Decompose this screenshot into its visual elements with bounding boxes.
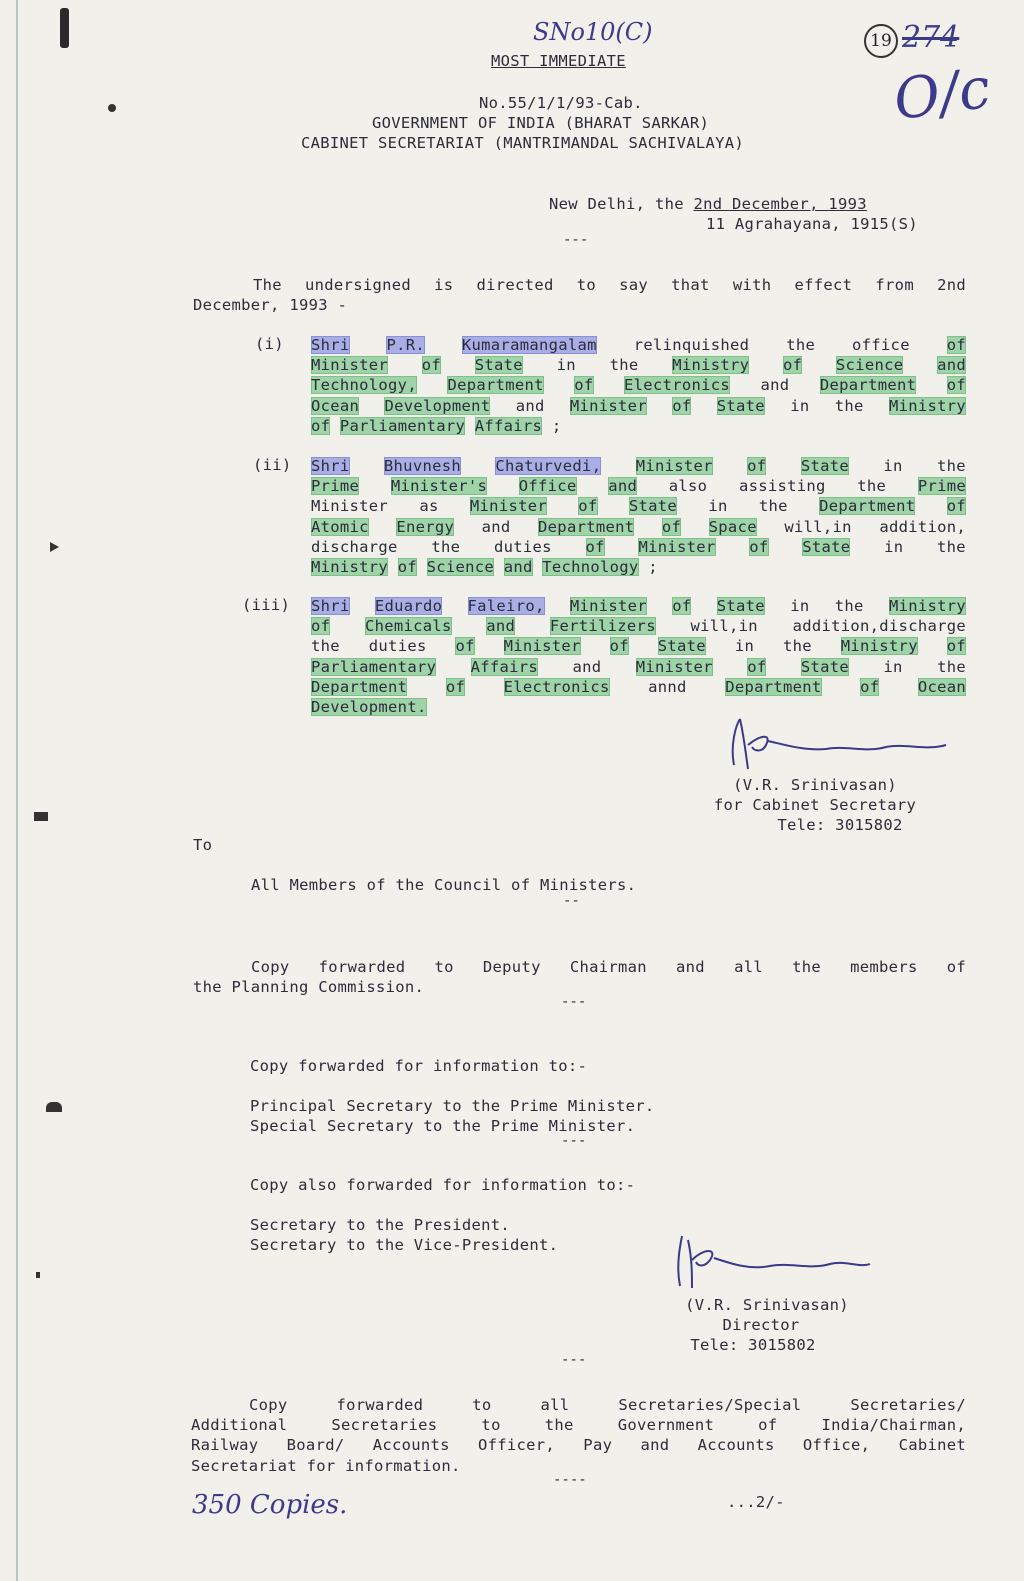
item-iii-text bbox=[311, 596, 966, 717]
highlighted-word: of bbox=[421, 356, 442, 375]
item-line bbox=[311, 616, 966, 636]
scan-mark bbox=[50, 542, 59, 552]
highlighted-word: Technology bbox=[542, 557, 639, 576]
highlighted-word: the bbox=[857, 477, 887, 496]
copy-secretaries bbox=[191, 1395, 966, 1476]
highlighted-word: the bbox=[758, 497, 788, 516]
highlighted-word: of bbox=[946, 336, 966, 354]
highlighted-word: Minister bbox=[503, 637, 581, 656]
department-heading: CABINET SECRETARIAT (MANTRIMANDAL SACHIVALAYA) bbox=[301, 134, 745, 152]
highlighted-word: of bbox=[311, 617, 331, 636]
highlighted-word: Office bbox=[518, 477, 577, 496]
highlighted-word: State bbox=[628, 497, 678, 516]
highlighted-word: relinquished bbox=[633, 336, 750, 354]
reference-number: No.55/1/1/93-Cab. bbox=[479, 94, 643, 112]
highlighted-word: State bbox=[474, 356, 523, 375]
to-label: To bbox=[193, 836, 213, 854]
highlighted-word: State bbox=[716, 396, 765, 415]
highlighted-word: also bbox=[668, 477, 708, 496]
highlighted-word: as bbox=[419, 497, 439, 516]
highlighted-word: ; bbox=[551, 416, 562, 435]
highlighted-word: addition,discharge bbox=[792, 617, 966, 636]
scan-mark bbox=[46, 1102, 62, 1112]
highlighted-word: of bbox=[946, 376, 966, 395]
scan-mark bbox=[108, 104, 116, 112]
highlighted-word: Department bbox=[447, 376, 544, 395]
highlighted-word: Parliamentary bbox=[339, 416, 466, 435]
highlighted-word: State bbox=[800, 657, 850, 676]
highlighted-word: Bhuvnesh bbox=[383, 457, 461, 475]
item-line bbox=[311, 416, 966, 436]
highlighted-word: the bbox=[937, 457, 966, 475]
highlighted-word: Space bbox=[708, 517, 757, 536]
highlighted-word: in bbox=[556, 356, 576, 375]
highlighted-word: will,in bbox=[784, 517, 852, 536]
highlighted-word: Eduardo bbox=[374, 597, 443, 615]
copy-line: Copy forwarded to all Secretaries/Special Secretaries/ bbox=[249, 1396, 966, 1414]
copy-line: Railway Board/ Accounts Officer, Pay and Accounts Office, Cabinet bbox=[191, 1436, 966, 1455]
highlighted-word: Ministry bbox=[672, 356, 750, 375]
highlighted-word: Parliamentary bbox=[311, 657, 437, 676]
item-line bbox=[311, 677, 966, 697]
highlighted-word: of bbox=[609, 637, 629, 656]
highlighted-word: in bbox=[734, 637, 755, 656]
separator: --- bbox=[561, 994, 587, 1010]
page-number-circled bbox=[864, 24, 898, 58]
copy-recipient: Secretary to the Vice-President. bbox=[250, 1236, 559, 1254]
separator: ---- bbox=[553, 1472, 587, 1488]
highlighted-word: the bbox=[609, 356, 639, 375]
highlighted-word: the bbox=[782, 637, 812, 656]
copy-heading: Copy also forwarded for information to:- bbox=[250, 1176, 636, 1194]
highlighted-word: of bbox=[860, 677, 880, 696]
highlighted-word: and bbox=[937, 356, 966, 375]
scan-mark bbox=[34, 812, 48, 821]
highlighted-word: Fertilizers bbox=[549, 617, 656, 636]
item-line bbox=[311, 636, 966, 656]
page-margin-line bbox=[16, 0, 18, 1581]
intro-line: The undersigned is directed to say that with effect from 2nd bbox=[253, 276, 966, 294]
highlighted-word: of bbox=[946, 637, 966, 656]
highlighted-word: Prime bbox=[311, 477, 360, 496]
item-line bbox=[311, 476, 966, 496]
highlighted-word: duties bbox=[494, 537, 552, 556]
highlighted-word: and bbox=[503, 557, 533, 576]
highlighted-word: assisting bbox=[738, 477, 826, 496]
highlighted-word: State bbox=[657, 637, 706, 656]
highlighted-word: Atomic bbox=[311, 517, 369, 536]
highlighted-word: and bbox=[572, 657, 602, 676]
issue-date: 2nd December, 1993 bbox=[693, 195, 867, 213]
highlighted-word: of bbox=[782, 356, 803, 375]
addressee-line: All Members of the Council of Ministers. bbox=[251, 876, 637, 894]
highlighted-word: discharge bbox=[311, 537, 398, 556]
highlighted-word: in bbox=[708, 497, 728, 516]
highlighted-word: State bbox=[716, 597, 765, 615]
highlighted-word: in bbox=[883, 657, 903, 676]
highlighted-word: and bbox=[760, 376, 790, 395]
highlighted-word: in bbox=[790, 597, 810, 615]
item-line bbox=[311, 657, 966, 677]
highlighted-word: and bbox=[608, 477, 638, 496]
page-number-value: 19 bbox=[870, 31, 892, 51]
item-marker: (i) bbox=[255, 335, 284, 353]
highlighted-word: Kumaramangalam bbox=[461, 336, 597, 354]
item-line bbox=[311, 557, 966, 577]
highlighted-word: Ministry bbox=[311, 557, 389, 576]
item-ii-text bbox=[311, 456, 966, 577]
highlighted-word: the bbox=[937, 657, 966, 676]
highlighted-word: of bbox=[455, 637, 475, 656]
highlighted-word: in bbox=[790, 396, 810, 415]
item-i-text bbox=[311, 335, 966, 436]
highlighted-word: Minister's bbox=[390, 477, 488, 496]
highlighted-word: will,in bbox=[690, 617, 758, 636]
highlighted-word: Electronics bbox=[624, 376, 730, 395]
item-line bbox=[311, 335, 966, 355]
highlighted-word: of bbox=[749, 537, 769, 556]
item-line bbox=[311, 375, 966, 395]
highlighted-word: Minister bbox=[311, 356, 389, 375]
highlighted-word: P.R. bbox=[386, 336, 425, 354]
copy-recipient: Principal Secretary to the Prime Minister. bbox=[250, 1097, 655, 1115]
highlighted-word: Ministry bbox=[888, 396, 966, 415]
item-line bbox=[311, 396, 966, 416]
highlighted-word: the bbox=[431, 537, 461, 556]
scan-mark bbox=[36, 1272, 40, 1278]
copy-line: Secretariat for information. bbox=[191, 1456, 461, 1475]
copy-line: the Planning Commission. bbox=[193, 978, 425, 997]
highlighted-word: Development. bbox=[311, 697, 427, 716]
priority-label: MOST IMMEDIATE bbox=[491, 52, 626, 70]
highlighted-word: the bbox=[786, 336, 816, 354]
copy-heading: Copy forwarded for information to:- bbox=[250, 1057, 588, 1075]
file-number-handwritten: SNo10(C) bbox=[533, 18, 653, 46]
highlighted-word: of bbox=[672, 597, 692, 615]
highlighted-word: addition, bbox=[879, 517, 966, 536]
signatory-telephone: Tele: 3015802 bbox=[690, 1336, 816, 1354]
highlighted-word: Minister bbox=[311, 497, 389, 516]
scan-mark bbox=[60, 8, 69, 48]
highlighted-word: Ocean bbox=[917, 677, 966, 696]
signatory-designation: for Cabinet Secretary bbox=[713, 796, 917, 814]
highlighted-word: of bbox=[747, 457, 767, 475]
highlighted-word: Ocean bbox=[311, 396, 360, 415]
item-line bbox=[311, 596, 966, 616]
struck-page-number: 274 bbox=[902, 20, 960, 55]
highlighted-word: Development bbox=[384, 396, 491, 415]
highlighted-word: Minister bbox=[569, 597, 647, 615]
highlighted-word: of bbox=[578, 497, 598, 516]
signatory-designation: Director bbox=[722, 1316, 800, 1334]
highlighted-word: of bbox=[585, 537, 605, 556]
copy-line: Additional Secretaries to the Government of India/Chairman, bbox=[191, 1416, 966, 1435]
highlighted-word: Electronics bbox=[503, 677, 610, 696]
copies-count-handwritten: 350 Copies. bbox=[192, 1490, 348, 1520]
copy-recipient: Secretary to the President. bbox=[250, 1216, 511, 1234]
highlighted-word: Minister bbox=[638, 537, 716, 556]
highlighted-word: of bbox=[672, 396, 692, 415]
highlighted-word: Ministry bbox=[840, 637, 918, 656]
signatory-telephone: Tele: 3015802 bbox=[777, 816, 903, 834]
signature-image bbox=[670, 1230, 890, 1290]
highlighted-word: Shri bbox=[311, 597, 350, 615]
highlighted-word: Affairs bbox=[470, 657, 539, 676]
highlighted-word: Department bbox=[725, 677, 822, 696]
highlighted-word: Shri bbox=[311, 457, 350, 475]
highlighted-word: Minister bbox=[635, 457, 713, 475]
separator: -- bbox=[563, 893, 580, 909]
saka-date: 11 Agrahayana, 1915(S) bbox=[706, 215, 918, 233]
place-prefix: New Delhi, the bbox=[549, 195, 694, 213]
highlighted-word: of bbox=[747, 657, 767, 676]
intro-line: December, 1993 - bbox=[193, 296, 348, 315]
highlighted-word: Prime bbox=[917, 477, 966, 496]
copy-line: Copy forwarded to Deputy Chairman and all the members of bbox=[251, 958, 966, 976]
highlighted-word: Affairs bbox=[474, 416, 543, 435]
copy-planning-commission bbox=[193, 957, 966, 997]
highlighted-word: the bbox=[834, 597, 864, 615]
separator: --- bbox=[563, 232, 589, 248]
highlighted-word: of bbox=[445, 677, 466, 696]
item-line bbox=[311, 496, 966, 516]
highlighted-word: of bbox=[397, 557, 417, 576]
highlighted-word: of bbox=[574, 376, 594, 395]
signatory-name: (V.R. Srinivasan) bbox=[685, 1296, 849, 1314]
highlighted-word: the bbox=[311, 637, 340, 656]
highlighted-word: Faleiro, bbox=[467, 597, 545, 615]
highlighted-word: and bbox=[486, 617, 516, 636]
highlighted-word: State bbox=[800, 457, 849, 475]
government-heading: GOVERNMENT OF INDIA (BHARAT SARKAR) bbox=[372, 114, 710, 132]
highlighted-word: the bbox=[834, 396, 864, 415]
highlighted-word: Minister bbox=[469, 497, 547, 516]
highlighted-word: annd bbox=[648, 677, 687, 696]
highlighted-word: of bbox=[946, 497, 966, 516]
highlighted-word: Science bbox=[426, 557, 495, 576]
highlighted-word: in bbox=[883, 457, 903, 475]
item-line bbox=[311, 456, 966, 476]
highlighted-word: in bbox=[884, 537, 904, 556]
highlighted-word: of bbox=[661, 517, 682, 536]
continuation-marker: ...2/- bbox=[727, 1493, 785, 1511]
highlighted-word: office bbox=[852, 336, 910, 354]
item-line bbox=[311, 537, 966, 557]
highlighted-word: Department bbox=[819, 497, 916, 516]
item-marker: (iii) bbox=[242, 596, 291, 614]
highlighted-word: Minister bbox=[569, 396, 647, 415]
highlighted-word: Energy bbox=[396, 517, 455, 536]
highlighted-word: and bbox=[515, 396, 545, 415]
highlighted-word: Department bbox=[311, 677, 408, 696]
item-marker: (ii) bbox=[253, 456, 292, 474]
item-line bbox=[311, 517, 966, 537]
highlighted-word: and bbox=[481, 517, 511, 536]
highlighted-word: Ministry bbox=[888, 597, 966, 615]
highlighted-word: duties bbox=[368, 637, 427, 656]
item-line bbox=[311, 355, 966, 375]
separator: --- bbox=[561, 1133, 587, 1149]
highlighted-word: Chaturvedi, bbox=[495, 457, 602, 475]
highlighted-word: Science bbox=[835, 356, 904, 375]
highlighted-word: the bbox=[937, 537, 966, 556]
signatory-name: (V.R. Srinivasan) bbox=[733, 776, 897, 794]
separator: --- bbox=[561, 1352, 587, 1368]
initials-handwritten: O/c bbox=[889, 55, 995, 134]
place-date bbox=[549, 195, 867, 213]
highlighted-word: Department bbox=[538, 517, 635, 536]
highlighted-word: ; bbox=[648, 557, 658, 576]
highlighted-word: State bbox=[802, 537, 851, 556]
highlighted-word: Department bbox=[819, 376, 917, 395]
highlighted-word: Shri bbox=[311, 336, 350, 354]
copy-recipient: Special Secretary to the Prime Minister. bbox=[250, 1117, 636, 1135]
highlighted-word: Chemicals bbox=[364, 617, 452, 636]
highlighted-word: Minister bbox=[635, 657, 713, 676]
signature-image bbox=[726, 715, 956, 775]
highlighted-word: of bbox=[311, 416, 331, 435]
intro-paragraph bbox=[193, 275, 966, 315]
highlighted-word: Technology, bbox=[311, 376, 417, 395]
